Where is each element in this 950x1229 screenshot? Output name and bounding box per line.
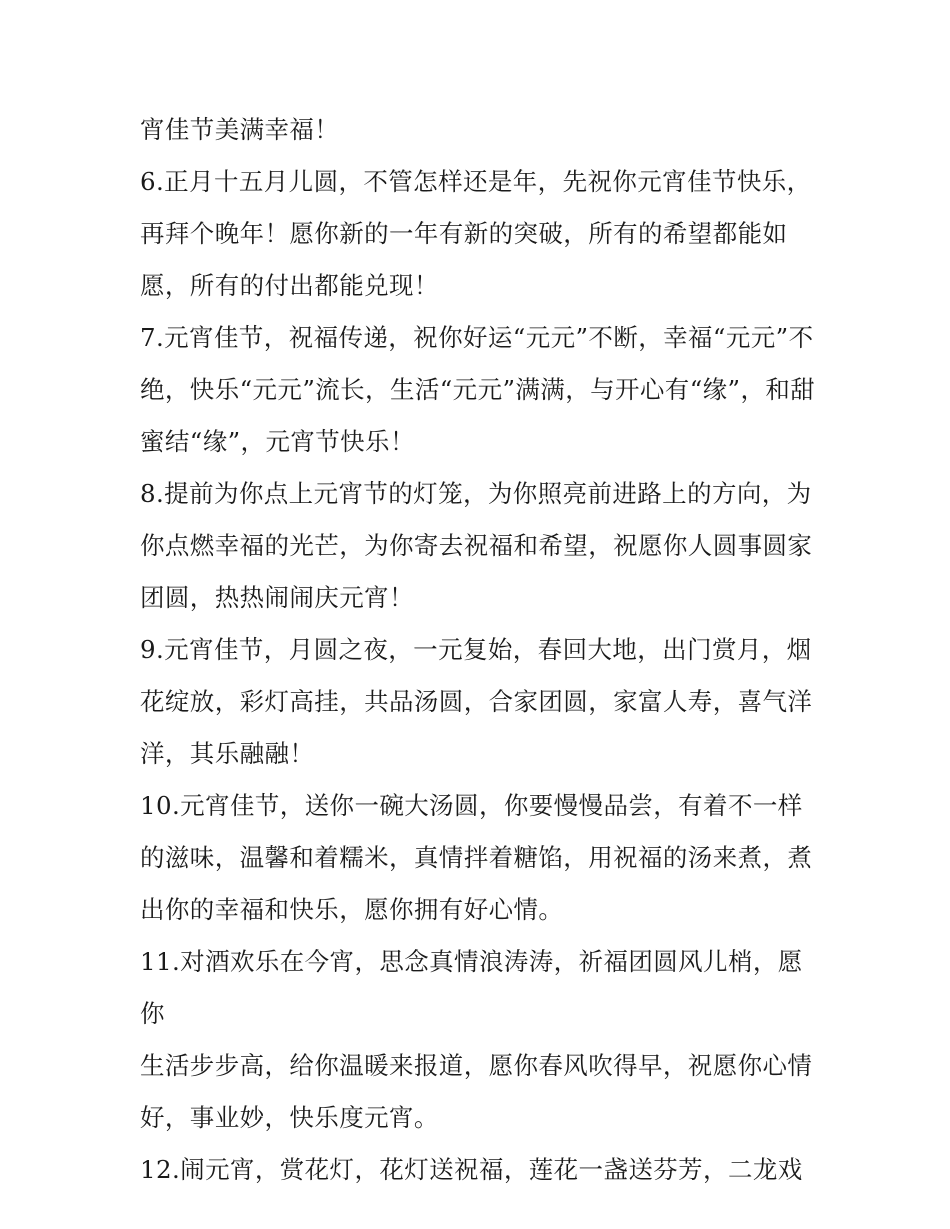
text-line: 再拜个晚年！愿你新的一年有新的突破，所有的希望都能如 bbox=[140, 219, 788, 248]
text-line: 好，事业妙，快乐度元宵。 bbox=[140, 1103, 439, 1132]
body-text bbox=[140, 104, 820, 1196]
text-line: 洋，其乐融融！ bbox=[140, 739, 315, 768]
text-line: 宵佳节美满幸福！ bbox=[140, 115, 340, 144]
text-line: 9.元宵佳节，月圆之夜，一元复始，春回大地，出门赏月，烟 bbox=[140, 635, 812, 664]
text-line: 愿，所有的付出都能兑现！ bbox=[140, 271, 439, 300]
text-line: 的滋味，温馨和着糯米，真情拌着糖馅，用祝福的汤来煮，煮 bbox=[140, 843, 813, 872]
text-line: 蜜结“缘”，元宵节快乐！ bbox=[140, 427, 415, 456]
text-line: 生活步步高，给你温暖来报道，愿你春风吹得早，祝愿你心情 bbox=[140, 1051, 813, 1080]
text-line: 12.闹元宵，赏花灯，花灯送祝福，莲花一盏送芬芳，二龙戏 bbox=[140, 1155, 803, 1184]
text-line: 8.提前为你点上元宵节的灯笼，为你照亮前进路上的方向，为 bbox=[140, 479, 812, 508]
text-line: 花绽放，彩灯高挂，共品汤圆，合家团圆，家富人寿，喜气洋 bbox=[140, 687, 813, 716]
text-line: 团圆，热热闹闹庆元宵！ bbox=[140, 583, 414, 612]
text-line: 你点燃幸福的光芒，为你寄去祝福和希望，祝愿你人圆事圆家 bbox=[140, 531, 813, 560]
text-line: 出你的幸福和快乐，愿你拥有好心情。 bbox=[140, 895, 564, 924]
text-line: 10.元宵佳节，送你一碗大汤圆，你要慢慢品尝，有着不一样 bbox=[140, 791, 803, 820]
text-line: 绝，快乐“元元”流长，生活“元元”满满，与开心有“缘”，和甜 bbox=[140, 375, 816, 404]
text-line: 11.对酒欢乐在今宵，思念真情浪涛涛，祈福团圆风儿梢，愿你 bbox=[140, 947, 803, 1028]
text-line: 7.元宵佳节，祝福传递，祝你好运“元元”不断，幸福“元元”不 bbox=[140, 323, 814, 352]
text-line: 6.正月十五月儿圆，不管怎样还是年，先祝你元宵佳节快乐， bbox=[140, 167, 812, 196]
